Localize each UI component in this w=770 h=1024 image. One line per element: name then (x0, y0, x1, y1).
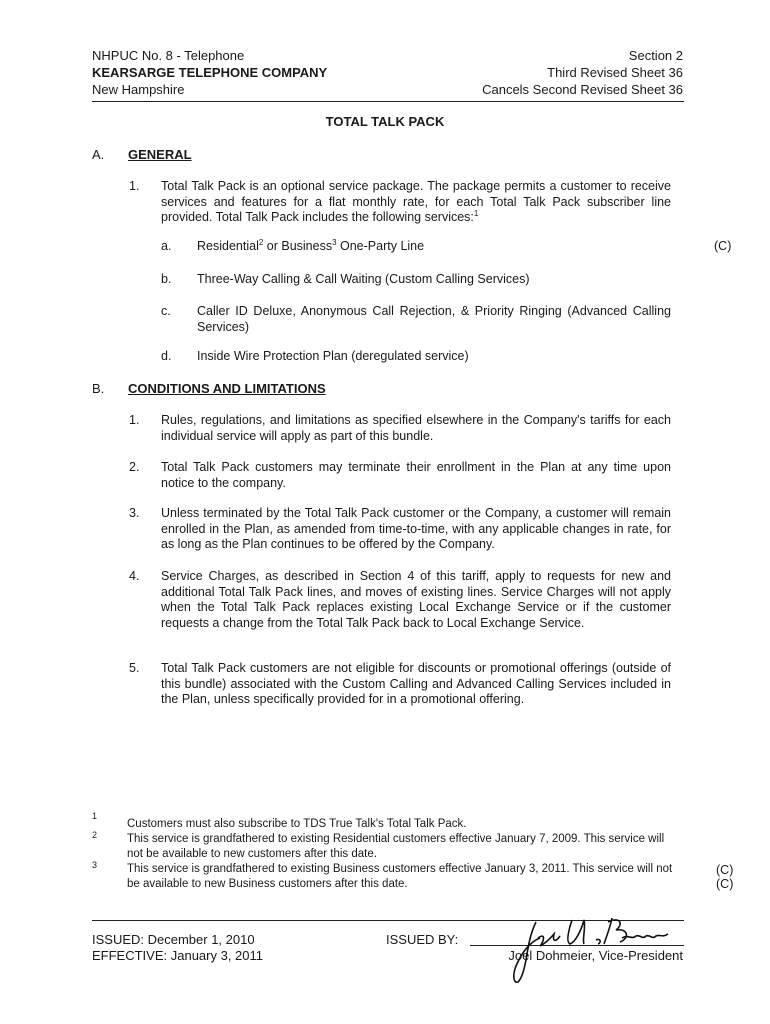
footnote-mark: 2 (92, 830, 98, 840)
cancels-sheet: Cancels Second Revised Sheet 36 (482, 82, 683, 97)
change-mark: (C) (716, 863, 734, 877)
footnote-ref: 3 (332, 237, 337, 247)
item-text: Total Talk Pack customers are not eligible for discounts or promotional offerings (outside of this bundle) associated with the Custom Calling and Advanced Calling Services included in the Plan, unless specifically provided for in a promotional offering. (161, 661, 671, 706)
section-a-letter: A. (92, 147, 105, 162)
issued-by-label: ISSUED BY: (386, 932, 459, 947)
subitem-text-pre: Residential (197, 239, 259, 253)
change-mark: (C) (714, 239, 732, 253)
subitem-letter: c. (161, 304, 171, 318)
tariff-number: NHPUC No. 8 - Telephone (92, 48, 245, 63)
footnote-ref: 2 (258, 237, 264, 247)
item-text: Rules, regulations, and limitations as specified elsewhere in the Company's tariffs for each individual service will apply as part of this bundle. (161, 413, 671, 443)
footnote-mark: 1 (92, 811, 98, 821)
item-number: 5. (129, 661, 140, 675)
subitem-text-post: One-Party Line (336, 239, 425, 253)
item-number: 1. (129, 179, 140, 193)
subitem-text-mid: or Business (263, 239, 333, 253)
issued-date: ISSUED: December 1, 2010 (92, 932, 255, 947)
section-a-heading: GENERAL (128, 147, 192, 162)
section-b-letter: B. (92, 381, 105, 396)
item-text-body: Total Talk Pack is an optional service package. The package permits a customer to receive services and features for a flat monthly rate, for each Total Talk Pack subscriber line provided. Total Talk Pack includes the following services: (161, 179, 671, 224)
effective-date: EFFECTIVE: January 3, 2011 (92, 948, 263, 963)
footnote-text: This service is grandfathered to existing Business customers effective January 3, 2011. This service will not be available to new Business customers after this date. (127, 863, 673, 890)
item-text: Service Charges, as described in Section 4 of this tariff, apply to requests for new and additional Total Talk Pack lines, and moves of existing lines. Service Charges will not apply when the Total Talk Pack replaces existing Local Exchange Service or if the customer requests a change from the Total Talk Pack back to Local Exchange Service. (161, 569, 671, 630)
footnote-text: Customers must also subscribe to TDS True Talk's Total Talk Pack. (127, 818, 467, 830)
subitem-letter: b. (161, 272, 172, 286)
subitem-text: Inside Wire Protection Plan (deregulated service) (197, 349, 469, 363)
item-number: 2. (129, 460, 140, 474)
signature-image (500, 908, 680, 988)
item-text (161, 179, 671, 226)
subitem-letter: a. (161, 239, 172, 253)
item-number: 3. (129, 506, 140, 520)
sheet-number: Third Revised Sheet 36 (547, 65, 683, 80)
subitem-text (197, 239, 671, 255)
footnote-mark: 3 (92, 860, 98, 870)
item-number: 4. (129, 569, 140, 583)
subitem-letter: d. (161, 349, 172, 363)
state-name: New Hampshire (92, 82, 185, 97)
item-text: Total Talk Pack customers may terminate their enrollment in the Plan at any time upon notice to the company. (161, 460, 671, 490)
page-title: TOTAL TALK PACK (325, 114, 445, 129)
section-b-heading: CONDITIONS AND LIMITATIONS (128, 381, 326, 396)
subitem-text: Caller ID Deluxe, Anonymous Call Rejection, & Priority Ringing (Advanced Calling Services) (197, 304, 671, 334)
footnote-ref: 1 (473, 208, 479, 218)
change-mark: (C) (716, 877, 734, 891)
signer-name: Joel Dohmeier, Vice-President (508, 948, 683, 963)
header-rule (92, 101, 684, 102)
subitem-text: Three-Way Calling & Call Waiting (Custom Calling Services) (197, 272, 530, 286)
company-name: KEARSARGE TELEPHONE COMPANY (92, 65, 328, 80)
footnote-text: This service is grandfathered to existing Residential customers effective January 7, 2009. This service will not be available to new customers after this date. (127, 833, 665, 860)
item-text: Unless terminated by the Total Talk Pack customer or the Company, a customer will remain enrolled in the Plan, as amended from time-to-time, with any applicable changes in rate, for as long as the Plan continues to be offered by the Company. (161, 506, 671, 551)
section-number: Section 2 (628, 48, 683, 63)
item-number: 1. (129, 413, 140, 427)
